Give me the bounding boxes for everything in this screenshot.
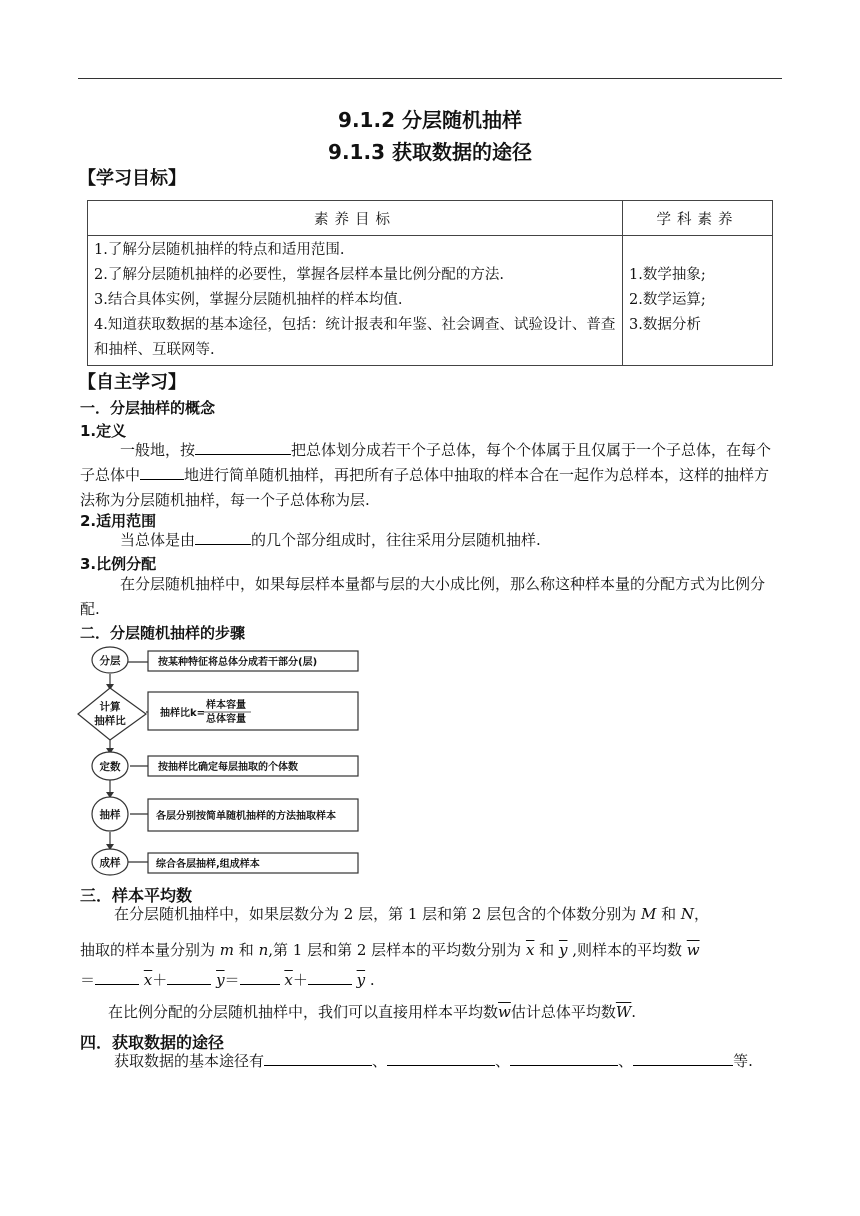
flow-step-text: 抽样比k= (160, 708, 206, 719)
text: 的几个部分组成时，往往采用分层随机抽样. (251, 531, 541, 549)
text: ＋ (152, 971, 168, 989)
goal-item: 3.结合具体实例，掌握分层随机抽样的样本均值. (94, 292, 403, 308)
blank-field[interactable] (308, 968, 352, 985)
text: ,则样本的平均数 (567, 941, 687, 959)
text: ＝ (80, 971, 96, 989)
section-3-heading: 三．样本平均数 (80, 886, 193, 905)
section-1-heading: 一．分层抽样的概念 (80, 399, 216, 417)
objectives-table (87, 200, 773, 366)
var-M: M (641, 905, 657, 923)
flow-step-text: 总体容量 (206, 714, 246, 725)
text: 在分层随机抽样中，如果层数分为 2 层，第 1 层和第 2 层包含的个体数分别为 (114, 905, 642, 923)
header-rule (78, 78, 782, 79)
text: 地进行简单随机抽样，再把所有子总体中抽取的样本合在一起作为总样本，这样的抽样方法称为分层随机抽样，每一个子总体称为层. (80, 466, 770, 509)
section-2-heading: 二．分层随机抽样的步骤 (80, 624, 246, 642)
var-W-bar: $\overline{W}$ (615, 1003, 632, 1021)
var-x-bar: $\overline{x}$ (284, 971, 293, 989)
flow-node-label: 定数 (99, 761, 121, 773)
text: 、 (618, 1052, 634, 1070)
goal-item: 4.知道获取数据的基本途径，包括：统计报表和年鉴、社会调查、试验设计、普查和抽样、互联网等. (94, 317, 616, 358)
blank-field[interactable] (633, 1049, 733, 1066)
data-sources-line (80, 1049, 782, 1074)
text: . (365, 971, 375, 989)
table-header-goals: 素养目标 (88, 201, 623, 236)
var-y-bar: $\overline{y}$ (558, 941, 568, 959)
text: 等. (733, 1052, 753, 1070)
text: 当总体是由 (120, 531, 196, 549)
title-main: 9.1.2 分层随机抽样 (338, 108, 522, 132)
var-m: m (219, 941, 235, 959)
table-header-literacy: 学科素养 (623, 201, 773, 236)
var-N: N (680, 905, 695, 923)
literacy-item: 2.数学运算; (629, 292, 706, 308)
goal-item: 2.了解分层随机抽样的必要性，掌握各层样本量比例分配的方法. (94, 267, 504, 283)
flow-step-text: 按某种特征将总体分成若干部分(层) (158, 657, 318, 668)
flow-node-label: 抽样比 (94, 715, 126, 727)
definition-paragraph (80, 438, 782, 513)
definition-heading: 1.定义 (80, 422, 127, 440)
text: ＋ (292, 971, 308, 989)
flow-node-label: 计算 (99, 701, 121, 713)
self-study-heading: 【自主学习】 (78, 372, 186, 393)
proportion-heading: 3.比例分配 (80, 555, 157, 573)
proportion-paragraph: 在分层随机抽样中，如果每层样本量都与层的大小成比例，那么称这种样本量的分配方式为比例分配. (80, 575, 766, 618)
flow-node-label: 抽样 (99, 809, 121, 821)
text: 抽取的样本量分别为 (80, 941, 220, 959)
text: ,第 1 层和第 2 层样本的平均数分别为 (268, 941, 526, 959)
scope-heading: 2.适用范围 (80, 512, 157, 530)
text: 、 (372, 1052, 388, 1070)
text: 估计总体平均数 (510, 1003, 616, 1021)
var-w-bar: $\overline{w}$ (498, 1003, 511, 1021)
flow-step-text: 综合各层抽样,组成样本 (156, 859, 260, 870)
blank-field[interactable] (510, 1049, 618, 1066)
text: 获取数据的基本途径有 (114, 1052, 265, 1070)
section-4-heading: 四．获取数据的途径 (80, 1033, 225, 1052)
blank-field[interactable] (167, 968, 211, 985)
blank-field[interactable] (140, 463, 184, 480)
text: 一般地，按 (120, 441, 196, 459)
goals-cell (88, 236, 623, 366)
var-w-bar: $\overline{w}$ (686, 941, 700, 959)
flow-step-text: 按抽样比确定每层抽取的个体数 (158, 762, 298, 773)
var-x-bar: $\overline{x}$ (143, 971, 153, 989)
text: 、 (495, 1052, 511, 1070)
text: 把总体划分成若干个子总体，每个个体属于且仅属于一个子总体，在每个子总体中 (80, 441, 772, 484)
var-n: n (258, 941, 269, 959)
mean-line-1 (80, 902, 782, 927)
title-sub: 9.1.3 获取数据的途径 (328, 140, 532, 164)
var-y-bar: $\overline{y}$ (216, 971, 225, 989)
scope-paragraph (80, 528, 782, 553)
flow-step-text: 各层分别按简单随机抽样的方法抽取样本 (156, 811, 336, 822)
blank-field[interactable] (195, 528, 251, 545)
text: 和 (534, 941, 559, 959)
mean-line-4 (80, 1000, 782, 1025)
flow-node-label: 成样 (99, 857, 121, 869)
flow-node-label: 分层 (99, 655, 121, 667)
literacy-item: 1.数学抽象; (629, 267, 706, 283)
text: 在比例分配的分层随机抽样中，我们可以直接用样本平均数 (108, 1003, 499, 1021)
mean-line-2 (80, 938, 782, 963)
literacy-cell (623, 236, 773, 366)
text: 和 (234, 941, 259, 959)
literacy-item: 3.数据分析 (629, 317, 701, 333)
blank-field[interactable] (95, 968, 139, 985)
text: 和 (656, 905, 681, 923)
text: . (631, 1003, 637, 1021)
mean-formula (80, 968, 782, 993)
var-x-bar: $\overline{x}$ (525, 941, 535, 959)
blank-field[interactable] (240, 968, 280, 985)
text: ， (694, 905, 710, 923)
objectives-heading: 【学习目标】 (78, 168, 186, 189)
blank-field[interactable] (264, 1049, 372, 1066)
var-y-bar: $\overline{y}$ (356, 971, 366, 989)
steps-flowchart (76, 642, 366, 876)
blank-field[interactable] (195, 438, 291, 455)
goal-item: 1.了解分层随机抽样的特点和适用范围. (94, 242, 345, 258)
flow-node-shape (78, 688, 146, 740)
flow-step-text: 样本容量 (206, 700, 246, 711)
text: ＝ (224, 971, 240, 989)
blank-field[interactable] (387, 1049, 495, 1066)
